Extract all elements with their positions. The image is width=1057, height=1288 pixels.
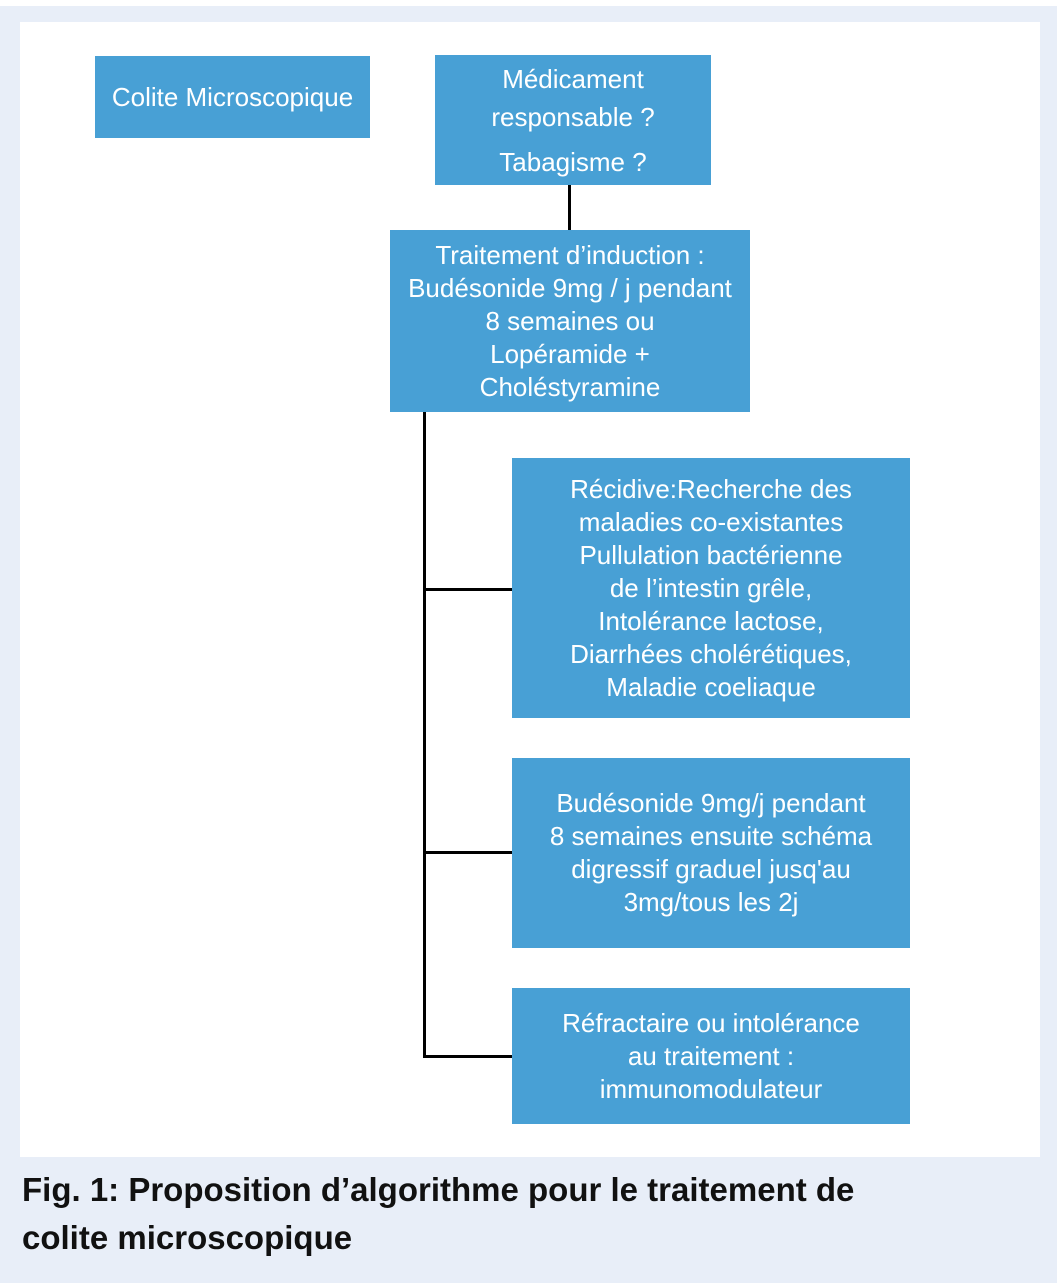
node-text-line: immunomodulateur: [599, 1073, 823, 1104]
connector-branch-budesonide: [423, 851, 513, 854]
connector-branch-recidive: [423, 588, 513, 591]
figure-caption-line: colite microscopique: [22, 1219, 353, 1256]
node-text-line: de l’intestin grêle,: [609, 572, 813, 603]
figure-caption-line: Fig. 1: Proposition d’algorithme pour le traitement de: [22, 1171, 855, 1208]
flow-node-recidive-recherche: [512, 458, 910, 718]
node-text-line: Réfractaire ou intolérance: [562, 1007, 860, 1038]
node-text-line: Diarrhées cholérétiques,: [570, 638, 852, 669]
flow-node-traitement-induction: [390, 230, 750, 412]
node-text-line: Colite Microscopique: [111, 81, 354, 112]
node-text-line: Budésonide 9mg / j pendant: [408, 272, 732, 303]
node-text-line: Budésonide 9mg/j pendant: [556, 788, 866, 818]
connector-medicament-to-induction: [568, 185, 571, 231]
node-text-line: 3mg/tous les 2j: [623, 887, 799, 917]
figure-caption: [22, 1166, 1002, 1262]
node-text-line: responsable ?: [491, 101, 655, 132]
node-text-line: digressif graduel jusq'au: [571, 854, 851, 884]
node-text-line: Traitement d’induction :: [435, 239, 705, 270]
flow-node-colite-microscopique: [95, 56, 370, 138]
node-text-line: Lopéramide +: [490, 338, 650, 369]
node-text-line: Intolérance lactose,: [598, 605, 824, 636]
flow-node-budesonide-degressif: [512, 758, 910, 948]
node-text-line: Récidive:Recherche des: [570, 473, 852, 504]
node-text-line: Maladie coeliaque: [606, 671, 816, 702]
node-text-line: Pullulation bactérienne: [579, 539, 843, 570]
node-text-line: 8 semaines ensuite schéma: [549, 821, 873, 851]
flow-node-medicament-tabagisme: [435, 55, 711, 185]
flow-node-refractaire-immunomodulateur: [512, 988, 910, 1124]
connector-branch-refractaire: [423, 1055, 513, 1058]
node-text-line: maladies co-existantes: [578, 506, 844, 537]
node-text-line: Tabagisme ?: [499, 146, 647, 177]
node-text-line: 8 semaines ou: [485, 305, 655, 336]
node-text-line: Choléstyramine: [479, 371, 661, 402]
node-text-line: au traitement :: [627, 1040, 795, 1071]
connector-trunk-vertical: [423, 411, 426, 1058]
node-text-line: Médicament: [502, 63, 644, 94]
